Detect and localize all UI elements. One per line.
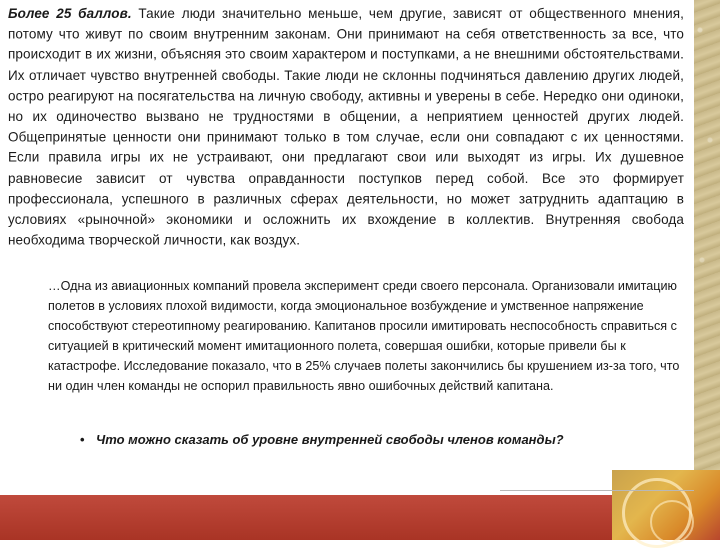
- slide-edge-line: [500, 490, 694, 491]
- decorative-swirl-icon: [650, 500, 694, 544]
- question-text: Что можно сказать об уровне внутренней свободы членов команды?: [96, 432, 564, 447]
- paragraph-body: Такие люди значительно меньше, чем другие, зависят от общественного мнения, потому что живут по своим внутренним законам. Они принимают на себя ответственность за все, что происходит в их жизни, объясняя это своим характером и поступками, а не внешними обстоятельствами. Их отличает чувство внутренней свободы. Такие люди не склонны подчиняться давлению других людей, остро реагируют на посягательства на личную свободу, активны и уверены в себе. Нередко они одиноки, но их одиночество вызвано не трудностями в общении, а неприятием ценностей других людей. Общепринятые ценности они принимают только в том случае, если они совпадают с их ценностями. Если правила игры их не устраивают, они предлагают свои или выходят из игры. Их душевное равновесие зависит от чувства оправданности поступков перед собой. Все это формирует профессионала, успешного в различных сферах деятельности, но может затруднить адаптацию в условиях «рыночной» экономики и осложнить их вхождение в коллектив. Внутренняя свобода необходима творческой личности, как воздух.: [8, 5, 684, 248]
- score-heading: Более 25 баллов.: [8, 5, 132, 21]
- decorative-side-band: [694, 0, 720, 540]
- paragraph-experiment: …Одна из авиационных компаний провела эксперимент среди своего персонала. Организовали имитацию полетов в условиях плохой видимости, когда эмоциональное возбуждение и умственное напряжение способствуют стереотипному реагированию. Капитанов просили имитировать неспособность справиться с ситуацией в критический момент имитационного полета, совершая ошибки, которые привели бы к катастрофе. Исследование показало, что в 25% случаев полеты закончились бы крушением из-за того, что ни один член команды не оспорил правильность явно ошибочных действий капитана.: [48, 279, 680, 394]
- decorative-bottom-bar: [0, 495, 612, 540]
- paragraph-high-score: [8, 4, 684, 251]
- bullet-icon: •: [80, 432, 85, 447]
